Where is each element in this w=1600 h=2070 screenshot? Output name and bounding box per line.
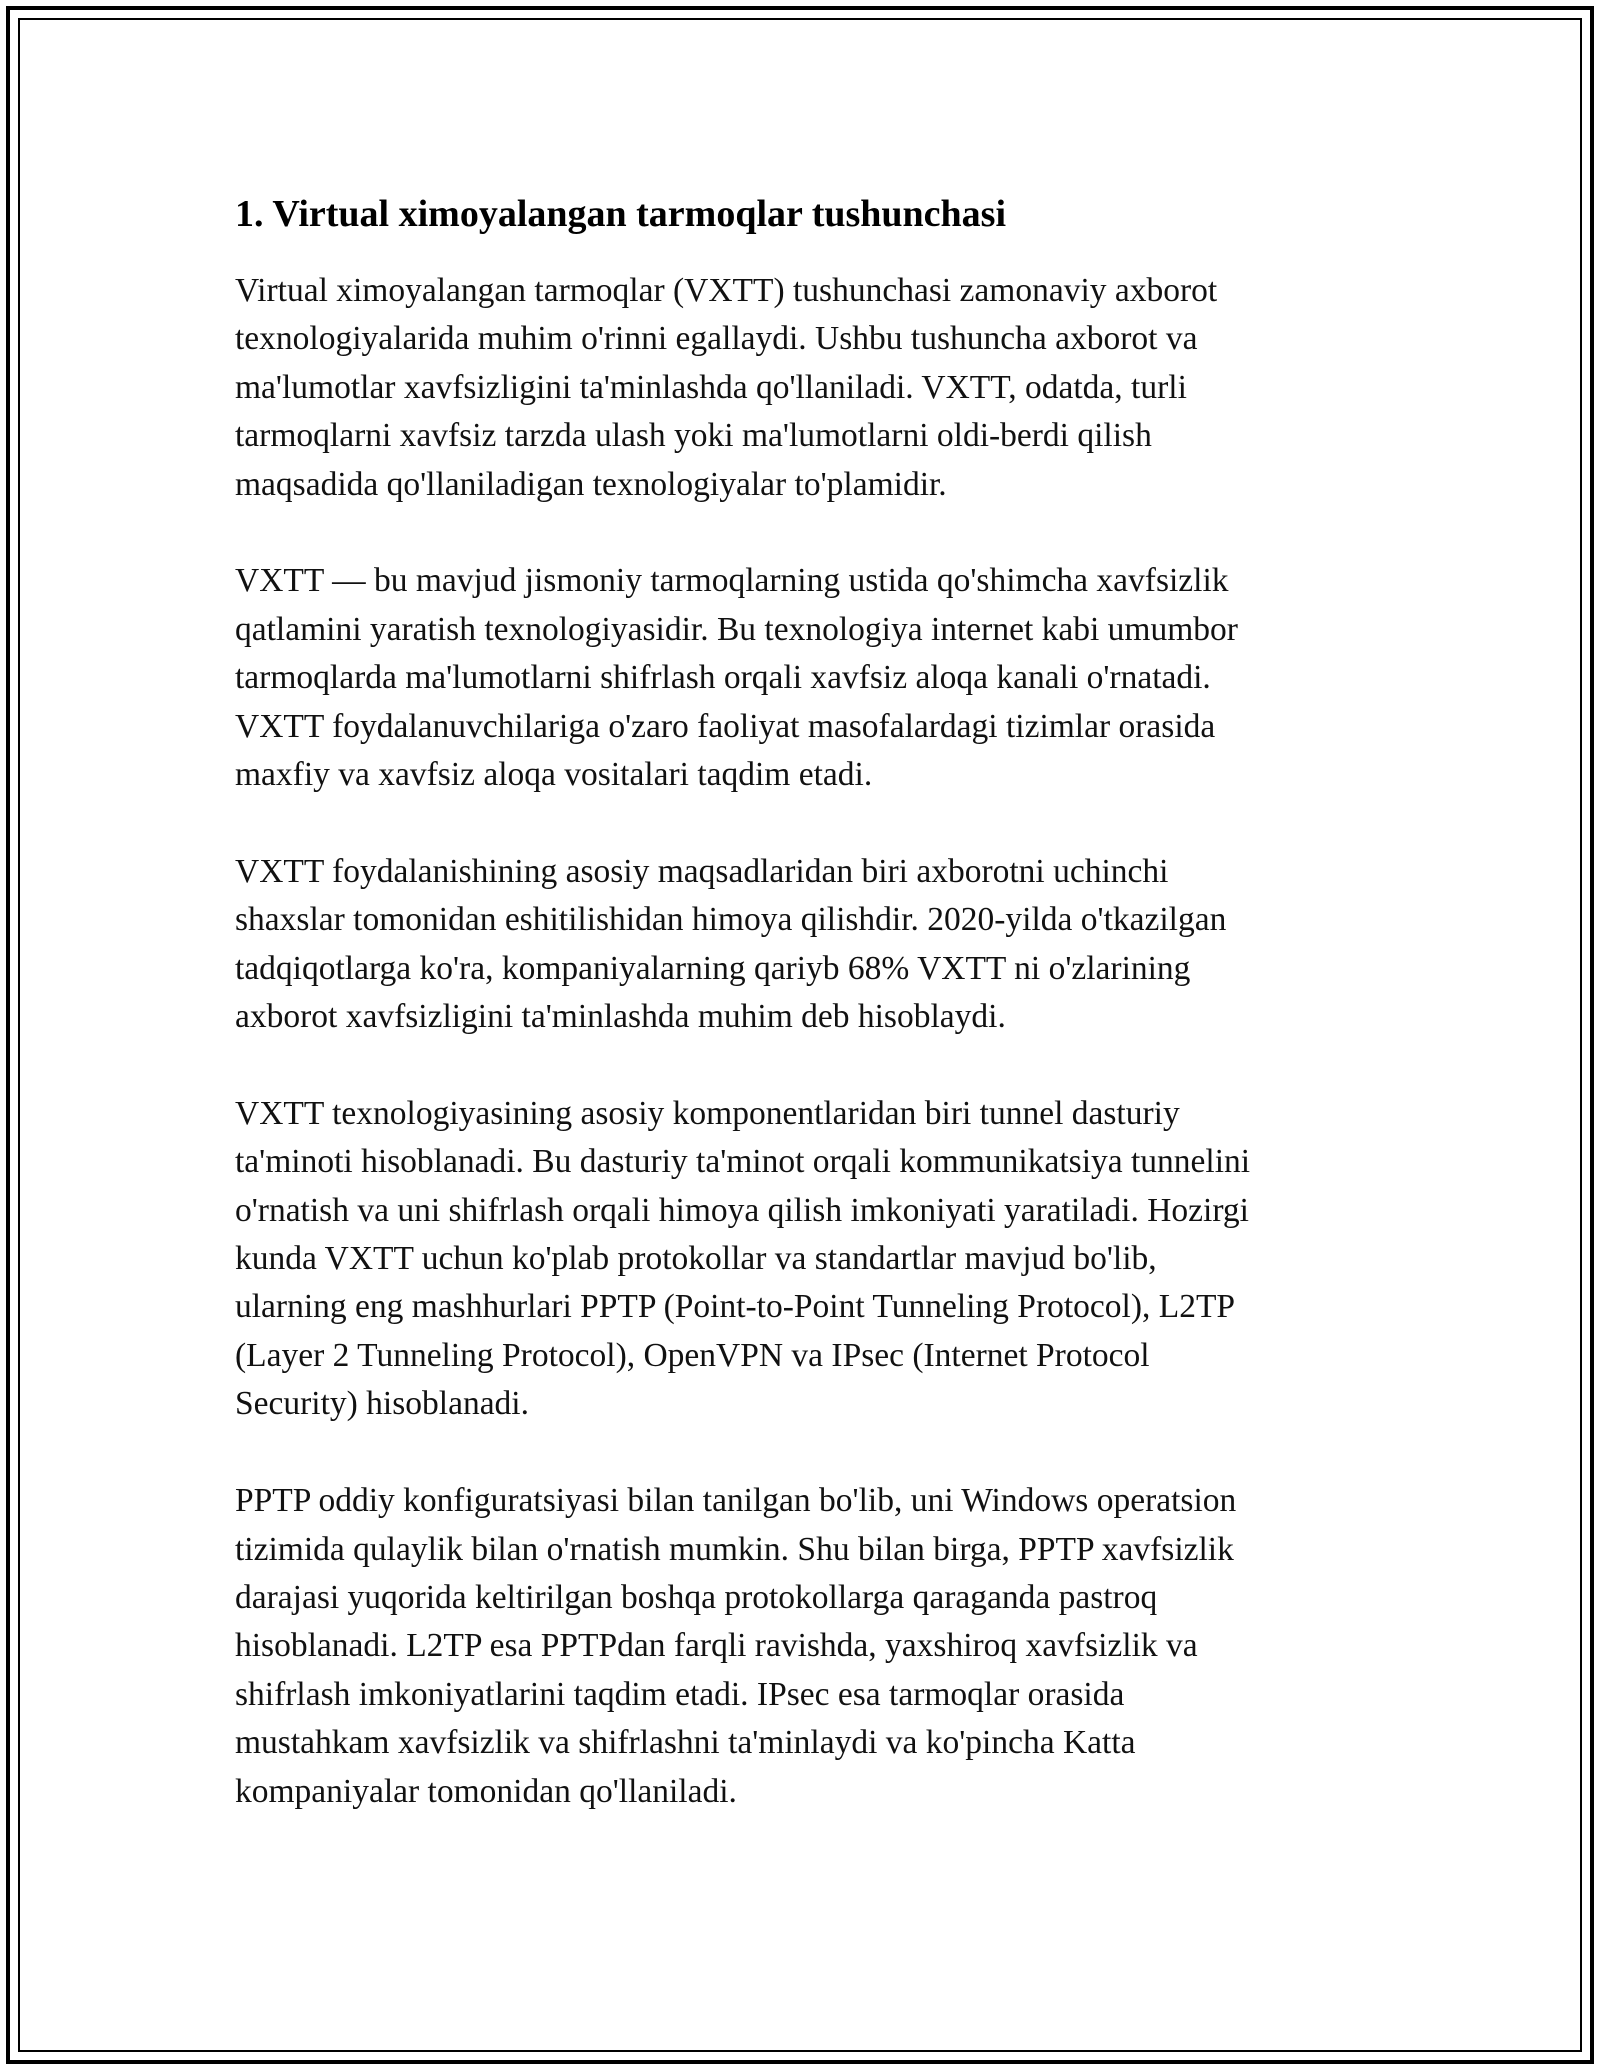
paragraph-line: tizimida qulaylik bilan o'rnatish mumkin. Shu bilan birga, PPTP xavfsizlik [235,1530,1234,1568]
paragraph-line: ma'lumotlar xavfsizligini ta'minlashda qo'llaniladi. VXTT, odatda, turli [235,368,1187,406]
paragraph-line: tadqiqotlarga ko'ra, kompaniyalarning qariyb 68% VXTT ni o'zlarining [235,949,1191,987]
paragraph-line: maqsadida qo'llaniladigan texnologiyalar to'plamidir. [235,465,947,503]
paragraph-line: kompaniyalar tomonidan qo'llaniladi. [235,1772,737,1810]
paragraph-line: VXTT texnologiyasining asosiy komponentlaridan biri tunnel dasturiy [235,1094,1180,1132]
document-body [235,186,1365,1864]
paragraph-line: maxfiy va xavfsiz aloqa vositalari taqdim etadi. [235,756,873,794]
paragraph-line: o'rnatish va uni shifrlash orqali himoya qilish imkoniyati yaratiladi. Hozirgi [235,1191,1249,1229]
paragraph-line: ularning eng mashhurlari PPTP (Point-to-Point Tunneling Protocol), L2TP [235,1288,1236,1326]
paragraph-line: hisoblanadi. L2TP esa PPTPdan farqli ravishda, yaxshiroq xavfsizlik va [235,1627,1198,1665]
paragraph-line: shaxslar tomonidan eshitilishidan himoya qilishdir. 2020-yilda o'tkazilgan [235,901,1227,939]
paragraph-line: kunda VXTT uchun ko'plab protokollar va standartlar mavjud bo'lib, [235,1240,1157,1278]
paragraph-vxtt-security-layer [235,557,1365,799]
paragraph-line: PPTP oddiy konfiguratsiyasi bilan tanilgan bo'lib, uni Windows operatsion [235,1482,1237,1520]
paragraph-vxtt-components [235,1090,1365,1429]
paragraph-line: tarmoqlarda ma'lumotlarni shifrlash orqali xavfsiz aloqa kanali o'rnatadi. [235,659,1211,697]
paragraph-line: axborot xavfsizligini ta'minlashda muhim deb hisoblaydi. [235,998,1006,1036]
paragraph-line: Security) hisoblanadi. [235,1385,529,1423]
paragraph-line: ta'minoti hisoblanadi. Bu dasturiy ta'minot orqali kommunikatsiya tunnelini [235,1143,1251,1181]
paragraph-line: tarmoqlarni xavfsiz tarzda ulash yoki ma'lumotlarni oldi-berdi qilish [235,417,1152,455]
paragraph-vxtt-purpose [235,848,1365,1042]
paragraph-line: texnologiyalarida muhim o'rinni egallaydi. Ushbu tushuncha axborot va [235,320,1198,358]
paragraph-protocols [235,1477,1365,1816]
paragraph-line: qatlamini yaratish texnologiyasidir. Bu texnologiya internet kabi umumbor [235,610,1238,648]
paragraph-line: darajasi yuqorida keltirilgan boshqa protokollarga qaraganda pastroq [235,1578,1158,1616]
paragraph-line: VXTT foydalanishining asosiy maqsadlaridan biri axborotni uchinchi [235,852,1169,890]
paragraph-line: mustahkam xavfsizlik va shifrlashni ta'minlaydi va ko'pincha Katta [235,1724,1136,1762]
page-title: 1. Virtual ximoyalangan tarmoqlar tushunchasi [235,193,1007,235]
paragraph-line: shifrlash imkoniyatlarini taqdim etadi. IPsec esa tarmoqlar orasida [235,1675,1125,1713]
paragraph-line: Virtual ximoyalangan tarmoqlar (VXTT) tushunchasi zamonaviy axborot [235,272,1218,309]
paragraph-vxtt-concept [235,267,1365,509]
paragraph-line: VXTT foydalanuvchilariga o'zaro faoliyat masofalardagi tizimlar orasida [235,707,1216,745]
paragraph-line: VXTT — bu mavjud jismoniy tarmoqlarning ustida qo'shimcha xavfsizlik [235,562,1229,600]
paragraph-line: (Layer 2 Tunneling Protocol), OpenVPN va IPsec (Internet Protocol [235,1336,1150,1374]
